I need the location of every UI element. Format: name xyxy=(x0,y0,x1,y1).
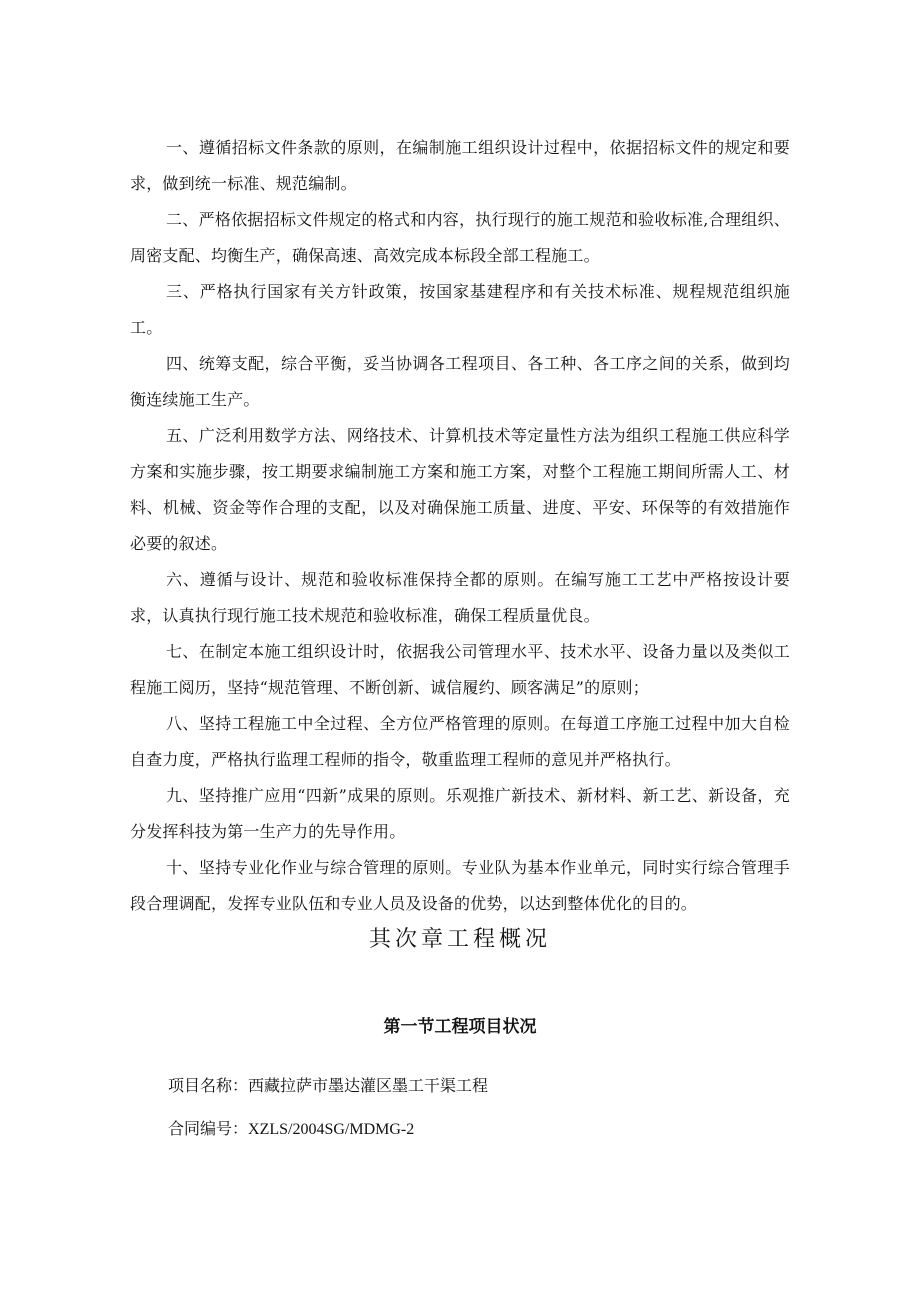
principle-8: 八、坚持工程施工中全过程、全方位严格管理的原则。在每道工序施工过程中加大自检自查力度，严格执行监理工程师的指令，敬重监理工程师的意见并严格执行。 xyxy=(130,714,790,769)
section-title: 第一节工程项目状况 xyxy=(383,1017,537,1037)
principles-list xyxy=(130,130,790,922)
principle-7: 七、在制定本施工组织设计时，依据我公司管理水平、技术水平、设备力量以及类似工程施工阅历，坚持“规范管理、不断创新、诚信履约、顾客满足”的原则； xyxy=(130,642,790,697)
principle-4: 四、统筹支配，综合平衡，妥当协调各工程项目、各工种、各工序之间的关系，做到均衡连续施工生产。 xyxy=(130,354,790,409)
principle-6: 六、遵循与设计、规范和验收标准保持全都的原则。在编写施工工艺中严格按设计要求，认真执行现行施工技术规范和验收标准，确保工程质量优良。 xyxy=(130,570,790,625)
project-name-value: 西藏拉萨市墨达灌区墨工干渠工程 xyxy=(248,1076,489,1095)
principle-9: 九、坚持推广应用“四新”成果的原则。乐观推广新技术、新材料、新工艺、新设备，充分发挥科技为第一生产力的先导作用。 xyxy=(130,786,790,841)
principle-5: 五、广泛利用数学方法、网络技术、计算机技术等定量性方法为组织工程施工供应科学方案和实施步骤，按工期要求编制施工方案和施工方案，对整个工程施工期间所需人工、材料、机械、资金等作合理的支配，以及对确保施工质量、进度、平安、环保等的有效措施作必要的叙述。 xyxy=(130,426,790,553)
contract-number-field xyxy=(168,1116,414,1139)
project-name-label: 项目名称： xyxy=(168,1076,249,1095)
contract-number-label: 合同编号： xyxy=(168,1119,249,1138)
project-name-field xyxy=(168,1073,488,1096)
principle-10: 十、坚持专业化作业与综合管理的原则。专业队为基本作业单元，同时实行综合管理手段合理调配，发挥专业队伍和专业人员及设备的优势，以达到整体优化的目的。 xyxy=(130,858,790,913)
principle-1: 一、遵循招标文件条款的原则，在编制施工组织设计过程中，依据招标文件的规定和要求，做到统一标准、规范编制。 xyxy=(130,138,790,193)
chapter-title: 其次章工程概况 xyxy=(368,927,551,952)
principle-3: 三、严格执行国家有关方针政策，按国家基建程序和有关技术标准、规程规范组织施工。 xyxy=(130,282,790,337)
contract-number-value: XZLS/2004SG/MDMG-2 xyxy=(248,1121,415,1138)
principle-2: 二、严格依据招标文件规定的格式和内容，执行现行的施工规范和验收标准,合理组织、周密支配、均衡生产，确保高速、高效完成本标段全部工程施工。 xyxy=(130,210,790,265)
